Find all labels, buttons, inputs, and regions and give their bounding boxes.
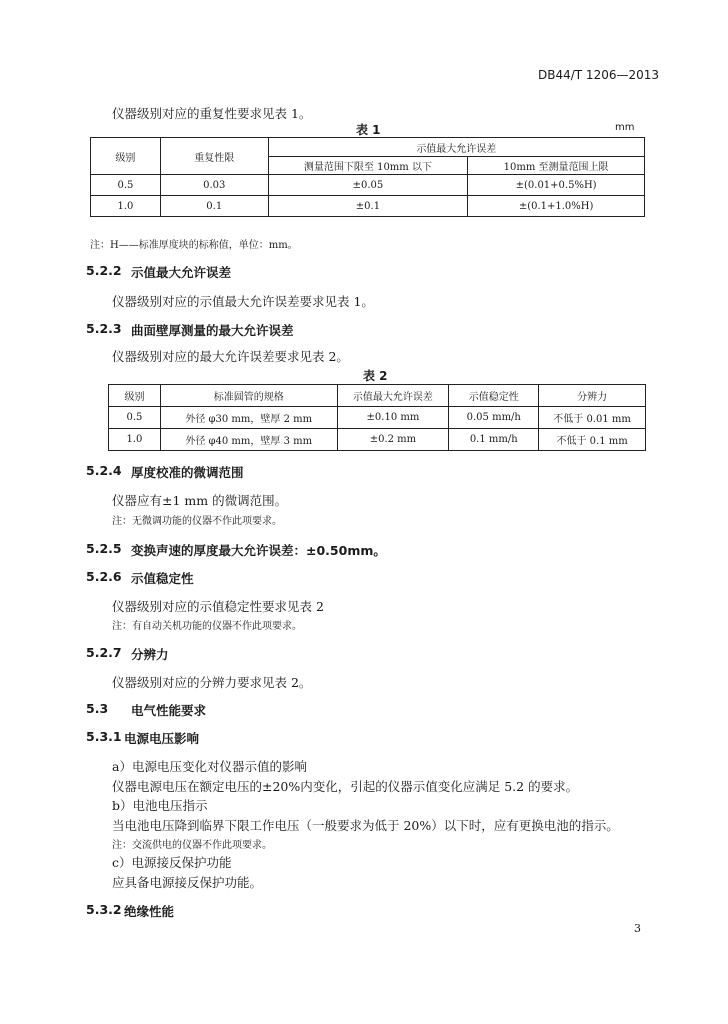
section-5-2-6-number: 5.2.6 [86, 569, 122, 584]
cell-level: 0.5 [91, 175, 161, 196]
item-b-title: b）电池电压指示 [112, 798, 208, 813]
header-stability: 示值稳定性 [449, 385, 539, 407]
table2-title: 表 2 [363, 369, 388, 383]
section-5-2-7-number: 5.2.7 [86, 645, 122, 660]
cell-max-error: ±0.2 mm [337, 429, 449, 451]
cell-repeat: 0.1 [160, 196, 268, 217]
table-1 [90, 137, 645, 217]
item-c-title: c）电源接反保护功能 [112, 855, 232, 870]
header-resolution: 分辨力 [539, 385, 646, 407]
header-repeatability: 重复性限 [160, 138, 268, 175]
header-high-range: 10mm 至测量范围上限 [468, 157, 645, 175]
cell-max-error: ±0.10 mm [337, 407, 449, 429]
table1-title: 表 1 [356, 123, 381, 137]
section-5-2-4-number: 5.2.4 [86, 463, 122, 478]
section-5-3-1-title: 电源电压影响 [124, 731, 200, 746]
cell-high: ±(0.01+0.5%H) [468, 175, 645, 196]
cell-level: 0.5 [109, 407, 161, 429]
table-row [109, 429, 646, 451]
item-a-text: 仪器电源电压在额定电压的±20%内变化，引起的仪器示值变化应满足 5.2 的要求。 [112, 779, 579, 794]
table-2 [108, 384, 646, 451]
cell-pipe-spec: 外径 φ30 mm，壁厚 2 mm [160, 407, 337, 429]
header-max-error: 示值最大允许误差 [337, 385, 449, 407]
cell-resolution: 不低于 0.1 mm [539, 429, 646, 451]
cell-low: ±0.05 [268, 175, 468, 196]
section-5-2-4-title: 厚度校准的微调范围 [131, 465, 244, 480]
section-5-3-2-title: 绝缘性能 [124, 904, 175, 919]
section-5-2-2-title: 示值最大允许误差 [131, 265, 232, 280]
section-5-2-3-title: 曲面壁厚测量的最大允许误差 [131, 323, 294, 338]
doc-id: DB44/T 1206—2013 [538, 68, 660, 82]
section-5-3-2-number: 5.3.2 [86, 902, 122, 917]
cell-low: ±0.1 [268, 196, 468, 217]
section-5-2-2-number: 5.2.2 [86, 263, 122, 278]
section-5-2-5-title: 变换声速的厚度最大允许误差：±0.50mm。 [131, 543, 386, 558]
header-level: 级别 [91, 138, 161, 175]
table-row [91, 175, 645, 196]
section-5-3-1-number: 5.3.1 [86, 729, 122, 744]
section-5-2-6-text: 仪器级别对应的示值稳定性要求见表 2 [112, 599, 324, 614]
section-5-2-6-note: 注：有自动关机功能的仪器不作此项要求。 [112, 621, 302, 632]
item-b-note: 注：交流供电的仪器不作此项要求。 [112, 840, 272, 851]
header-level: 级别 [109, 385, 161, 407]
cell-repeat: 0.03 [160, 175, 268, 196]
cell-high: ±(0.1+1.0%H) [468, 196, 645, 217]
section-5-3-number: 5.3 [86, 701, 109, 716]
header-low-range: 测量范围下限至 10mm 以下 [268, 157, 468, 175]
section-5-2-4-text: 仪器应有±1 mm 的微调范围。 [112, 493, 288, 508]
table1-note: 注：H——标准厚度块的标称值，单位：mm。 [90, 240, 298, 251]
item-c-text: 应具备电源接反保护功能。 [112, 875, 263, 890]
cell-level: 1.0 [91, 196, 161, 217]
item-b-text: 当电池电压降到临界下限工作电压（一般要求为低于 20%）以下时，应有更换电池的指示。 [112, 818, 619, 833]
page-number: 3 [634, 922, 641, 935]
section-5-2-3-number: 5.2.3 [86, 321, 122, 336]
section-5-2-4-note: 注：无微调功能的仪器不作此项要求。 [112, 516, 282, 527]
section-5-2-7-title: 分辨力 [131, 647, 169, 662]
cell-level: 1.0 [109, 429, 161, 451]
header-max-error: 示值最大允许误差 [268, 138, 644, 157]
section-5-2-6-title: 示值稳定性 [131, 571, 194, 586]
cell-pipe-spec: 外径 φ40 mm，壁厚 3 mm [160, 429, 337, 451]
cell-resolution: 不低于 0.01 mm [539, 407, 646, 429]
table1-unit: mm [615, 122, 635, 133]
cell-stability: 0.05 mm/h [449, 407, 539, 429]
table-row [91, 196, 645, 217]
intro-text: 仪器级别对应的重复性要求见表 1。 [112, 106, 312, 121]
section-5-2-3-text: 仪器级别对应的最大允许误差要求见表 2。 [112, 349, 349, 364]
section-5-2-5-number: 5.2.5 [86, 541, 122, 556]
section-5-2-2-text: 仪器级别对应的示值最大允许误差要求见表 1。 [112, 294, 374, 309]
section-5-3-title: 电气性能要求 [131, 703, 207, 718]
table-row [109, 407, 646, 429]
header-pipe-spec: 标准圆管的规格 [160, 385, 337, 407]
section-5-2-7-text: 仪器级别对应的分辨力要求见表 2。 [112, 675, 312, 690]
item-a-title: a）电源电压变化对仪器示值的影响 [112, 759, 307, 774]
cell-stability: 0.1 mm/h [449, 429, 539, 451]
